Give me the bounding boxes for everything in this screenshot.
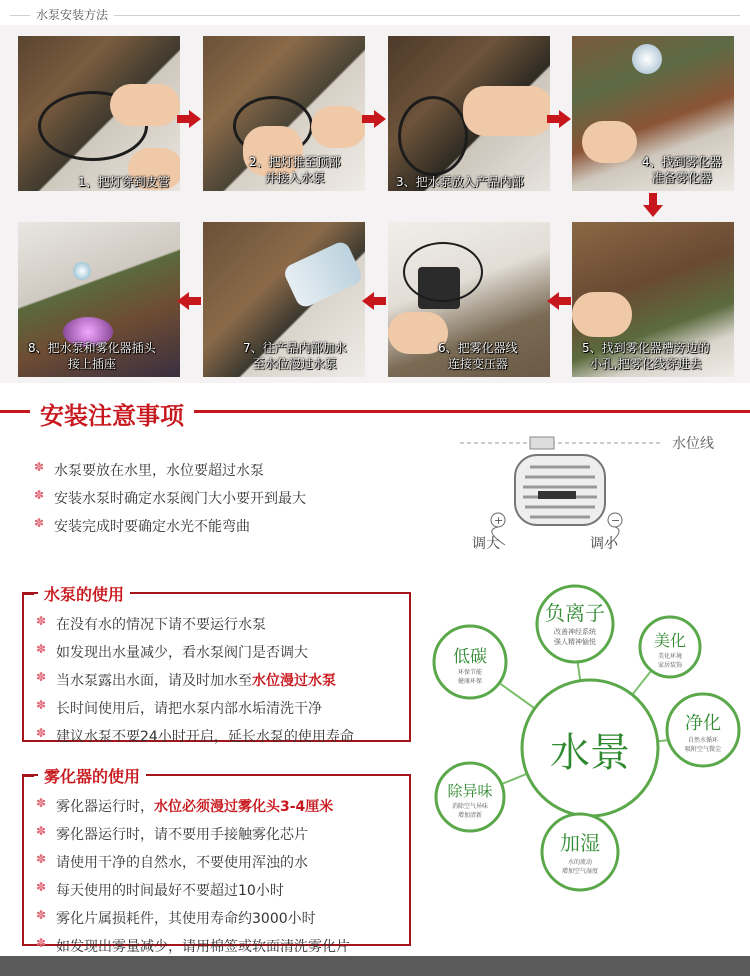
flower-icon: ✽ [36,908,47,922]
flower-icon: ✽ [36,852,47,866]
node-title: 负离子 [545,601,605,625]
list-item: ✽ 建议水泵不要24小时开启，延长水泵的使用寿命 [36,726,354,745]
svg-text:改善神经系统: 改善神经系统 [554,628,596,636]
benefits-diagram [425,572,745,952]
step-6-photo [388,222,550,377]
svg-text:增加空气湿度: 增加空气湿度 [561,868,599,875]
atomizer-usage-list [34,796,350,956]
notes-list [32,460,306,536]
list-item: ✽ 长时间使用后，请把水泵内部水垢清洗干净 [36,698,322,717]
flower-icon: ✽ [34,516,45,530]
svg-text:健康环保: 健康环保 [457,678,483,685]
list-item: ✽ 请使用干净的自然水，不要使用浑浊的水 [36,852,308,871]
atomizer-usage-title: 雾化器的使用 [38,764,146,787]
pump-usage-title: 水泵的使用 [38,582,130,605]
step-3-caption: 3、把水泵放入产品内部 [396,175,524,189]
list-item: ✽ 安装水泵时确定水泵阀门大小要开到最大 [34,488,306,507]
step-5-photo [572,222,734,377]
step-4-caption: 4、找到雾化器 准备雾化器 [642,155,722,185]
arrow-left-icon [362,292,374,310]
arrow-left-icon [547,292,559,310]
node-title: 低碳 [453,647,487,667]
svg-text:自然水循环: 自然水循环 [687,737,719,744]
arrow-down-icon [643,205,663,217]
section-title-install: 水泵安装方法 [30,6,114,23]
svg-text:增加清新: 增加清新 [457,812,483,819]
step-7-photo [203,222,365,377]
svg-text:+: + [494,514,504,527]
flower-icon: ✽ [36,880,47,894]
step-8-caption: 8、把水泵和雾化器插头 接上插座 [28,341,156,371]
list-item: ✽ 当水泵露出水面，请及时加水至水位漫过水泵 [36,670,336,689]
step-7-caption: 7、往产品内部加水 至水位漫过水泵 [243,341,347,371]
flower-icon: ✽ [36,824,47,838]
node-title: 美化 [653,631,687,650]
arrow-right-icon [559,110,571,128]
svg-text:家居装饰: 家居装饰 [657,662,683,669]
flower-icon: ✽ [36,936,47,950]
pump-usage-box [22,585,411,745]
footer-band [0,956,750,976]
arrow-right-icon [374,110,386,128]
adjust-down-label: 调小 [590,536,618,552]
list-item: ✽ 雾化器运行时，请不要用手接触雾化芯片 [36,824,308,843]
step-6-caption: 6、把雾化器线 连接变压器 [438,341,518,371]
node-title: 加湿 [560,831,600,855]
step-5-caption: 5、找到雾化器槽旁边的 小孔,把雾化线穿进去 [582,341,710,371]
flower-icon: ✽ [36,642,47,656]
node-title: 除异味 [447,782,493,800]
atomizer-usage-box [22,767,411,955]
flower-icon: ✽ [34,460,45,474]
header-rule [10,15,740,16]
arrow-left-icon [177,292,189,310]
list-item: ✽ 安装完成时要确定水光不能弯曲 [34,516,250,535]
center-label: 水景 [550,730,630,776]
step-2-caption: 2、把灯推至顶部 并接入水泵 [249,155,341,185]
arrow-right-icon [189,110,201,128]
svg-text:环保节能: 环保节能 [457,669,483,676]
step-4-photo [572,36,734,191]
pump-usage-list [34,614,354,746]
water-level-label: 水位线 [672,436,714,452]
svg-text:水的流动: 水的流动 [567,859,593,866]
step-2-photo [203,36,365,191]
svg-text:消除空气异味: 消除空气异味 [451,803,489,810]
list-item: ✽ 水泵要放在水里，水位要超过水泵 [34,460,264,479]
step-1-photo [18,36,180,191]
adjust-up-label: 调大 [472,536,500,552]
flower-icon: ✽ [36,614,47,628]
notes-title: 安装注意事项 [30,396,194,431]
svg-text:美化环境: 美化环境 [657,653,683,660]
svg-text:吸附空气微尘: 吸附空气微尘 [684,746,722,753]
list-item: ✽ 如发现出水量减少，看水泵阀门是否调大 [36,642,308,661]
flower-icon: ✽ [36,698,47,712]
list-item: ✽ 每天使用的时间最好不要超过10小时 [36,880,284,899]
node-title: 净化 [685,713,721,734]
list-item: ✽ 在没有水的情况下请不要运行水泵 [36,614,266,633]
flower-icon: ✽ [34,488,45,502]
flower-icon: ✽ [36,796,47,810]
list-item: ✽ 雾化器运行时，水位必须漫过雾化头3-4厘米 [36,796,334,815]
flower-icon: ✽ [36,726,47,740]
svg-text:−: − [611,514,621,527]
pump-diagram [450,425,740,565]
list-item: ✽ 雾化片属损耗件，其使用寿命约3000小时 [36,908,316,927]
flower-icon: ✽ [36,670,47,684]
step-1-caption: 1、把灯穿到皮管 [78,175,170,189]
step-3-photo [388,36,550,191]
step-8-photo [18,222,180,377]
list-item: ✽ 如发现出雾量减少，请用棉签或软面清洗雾化片 [36,936,350,955]
svg-text:强人精神愉悦: 强人精神愉悦 [554,638,596,646]
